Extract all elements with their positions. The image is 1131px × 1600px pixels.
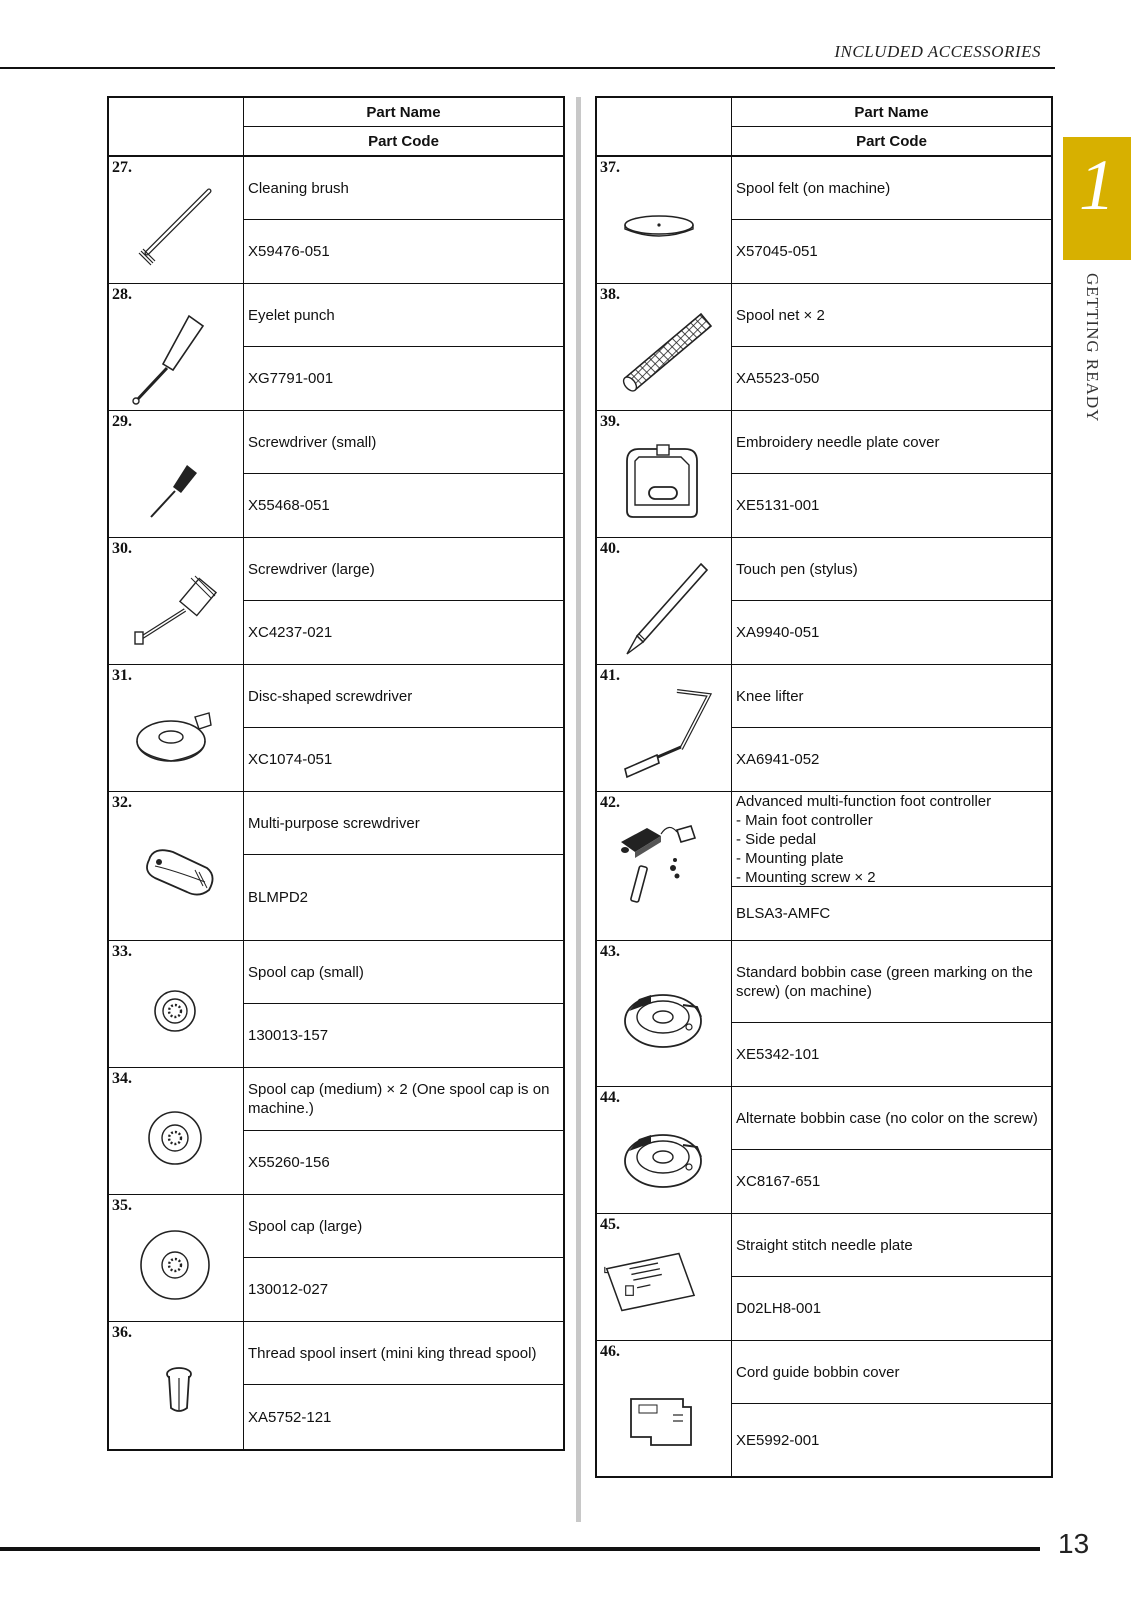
image-cell [597,157,732,283]
item-number: 44. [600,1089,620,1106]
part-name-header: Part Name [244,98,563,127]
table-row [109,157,563,284]
sub-item: - Mounting plate [736,849,876,868]
item-number: 31. [112,667,132,684]
item-number: 30. [112,540,132,557]
part-name [732,792,1051,887]
table-row [597,284,1051,411]
image-cell [109,1068,244,1194]
table-row [109,284,563,411]
accessories-table-right [595,96,1053,1478]
part-name: Spool cap (large) [244,1195,563,1258]
part-name: Embroidery needle plate cover [732,411,1051,474]
disc-screwdriver-icon [129,689,224,779]
table-row [597,157,1051,284]
bobbin-case-icon [617,965,712,1065]
image-cell [597,1214,732,1340]
table-row [109,1068,563,1195]
table-row [109,665,563,792]
part-name-header: Part Name [732,98,1051,127]
item-number: 33. [112,943,132,960]
part-code: BLSA3-AMFC [736,904,831,922]
part-name: Touch pen (stylus) [732,538,1051,601]
part-name-text: Advanced multi-function foot controller [736,792,992,810]
item-number: 46. [600,1343,620,1360]
item-number: 45. [600,1216,620,1233]
page-number: 13 [1058,1528,1090,1559]
part-code: XC1074-051 [248,751,333,768]
image-cell [109,665,244,791]
image-cell [597,284,732,410]
chapter-number: 1 [1079,145,1115,225]
part-name: Spool cap (small) [244,941,563,1004]
part-code: XC4237-021 [248,624,333,641]
table-row [597,538,1051,665]
table-row [597,792,1051,941]
part-code: X59476-051 [248,243,330,260]
chapter-tab [1063,137,1131,260]
part-code: 130013-157 [248,1027,329,1044]
table-row [597,665,1051,792]
header-rule [0,67,1055,69]
item-number: 29. [112,413,132,430]
part-name: Straight stitch needle plate [732,1214,1051,1277]
image-cell [109,941,244,1067]
part-code: XA5523-050 [736,370,820,387]
item-number: 38. [600,286,620,303]
item-number: 35. [112,1197,132,1214]
image-cell [109,538,244,664]
part-name: Screwdriver (large) [244,538,563,601]
spool-net-icon [617,308,712,398]
part-name: Cleaning brush [244,157,563,220]
thread-spool-insert-icon [129,1346,224,1436]
part-code: 130012-027 [248,1281,329,1298]
image-cell [597,665,732,791]
part-code: X55260-156 [248,1154,330,1171]
needle-plate-icon [601,1238,696,1328]
part-code: XE5992-001 [736,1432,820,1449]
header-blank-cell [109,98,244,155]
small-screwdriver-icon [129,435,224,525]
part-name: Eyelet punch [244,284,563,347]
part-code-header: Part Code [368,133,439,150]
table-row [109,1195,563,1322]
item-number: 43. [600,943,620,960]
table-row [109,941,563,1068]
table-row [109,411,563,538]
bobbin-cover-icon [617,1365,712,1465]
part-code: BLMPD2 [248,889,309,906]
part-name: Multi-purpose screwdriver [244,792,563,855]
spool-cap-small-icon [129,965,224,1055]
table-row [597,411,1051,538]
table-row [597,1214,1051,1341]
part-name: Disc-shaped screwdriver [244,665,563,728]
item-number: 34. [112,1070,132,1087]
chapter-label: GETTING READY [1083,273,1102,423]
item-number: 39. [600,413,620,430]
part-name: Spool felt (on machine) [732,157,1051,220]
image-cell [109,1322,244,1449]
image-cell [597,538,732,664]
image-cell [109,284,244,410]
part-code: XE5342-101 [736,1046,820,1063]
part-code: XA5752-121 [248,1409,332,1426]
part-code: D02LH8-001 [736,1300,822,1317]
part-code: XA9940-051 [736,624,820,641]
large-screwdriver-icon [129,562,224,652]
header-blank-cell [597,98,732,155]
table-row [597,1087,1051,1214]
table-header [597,98,1051,157]
item-number: 27. [112,159,132,176]
knee-lifter-icon [617,689,712,789]
page-header-title: INCLUDED ACCESSORIES [834,42,1041,61]
cleaning-brush-icon [129,181,224,271]
part-name: Spool cap (medium) × 2 (One spool cap is on machine.) [244,1068,563,1131]
part-name: Cord guide bobbin cover [732,1341,1051,1404]
part-name: Knee lifter [732,665,1051,728]
part-name: Alternate bobbin case (no color on the screw) [732,1087,1051,1150]
spool-cap-medium-icon [129,1092,224,1182]
part-code: XA6941-052 [736,751,820,768]
table-row [109,1322,563,1449]
item-number: 41. [600,667,620,684]
table-row [109,792,563,941]
part-code-header: Part Code [856,133,927,150]
multi-purpose-screwdriver-icon [129,816,224,916]
part-name: Standard bobbin case (green marking on the screw) (on machine) [732,941,1051,1023]
image-cell [109,792,244,940]
sub-item: - Mounting screw × 2 [736,868,876,887]
touch-pen-icon [617,562,712,662]
accessories-table-left [107,96,565,1451]
part-name: Spool net × 2 [732,284,1051,347]
sub-item: - Side pedal [736,830,876,849]
image-cell [109,1195,244,1321]
image-cell [597,1341,732,1476]
part-name: Thread spool insert (mini king thread spool) [244,1322,563,1385]
table-row [597,941,1051,1087]
part-code: XC8167-651 [736,1173,821,1190]
part-code: XG7791-001 [248,370,334,387]
sub-item-list [736,811,876,887]
image-cell [597,792,732,940]
image-cell [109,157,244,283]
image-cell [597,411,732,537]
item-number: 36. [112,1324,132,1341]
needle-plate-cover-icon [617,435,712,525]
eyelet-punch-icon [129,308,224,408]
item-number: 28. [112,286,132,303]
footer-rule [0,1547,1040,1551]
table-header [109,98,563,157]
item-number: 37. [600,159,620,176]
spool-cap-large-icon [129,1219,224,1309]
alternate-bobbin-case-icon [617,1111,712,1201]
spool-felt-icon [617,181,712,271]
part-name: Screwdriver (small) [244,411,563,474]
column-divider [576,97,581,1522]
part-code: X57045-051 [736,243,818,260]
part-code: XE5131-001 [736,497,820,514]
table-row [109,538,563,665]
item-number: 32. [112,794,132,811]
item-number: 42. [600,794,620,811]
image-cell [597,1087,732,1213]
part-code: X55468-051 [248,497,330,514]
table-row [597,1341,1051,1476]
image-cell [109,411,244,537]
image-cell [597,941,732,1086]
foot-controller-icon [617,816,712,916]
sub-item: - Main foot controller [736,811,876,830]
item-number: 40. [600,540,620,557]
